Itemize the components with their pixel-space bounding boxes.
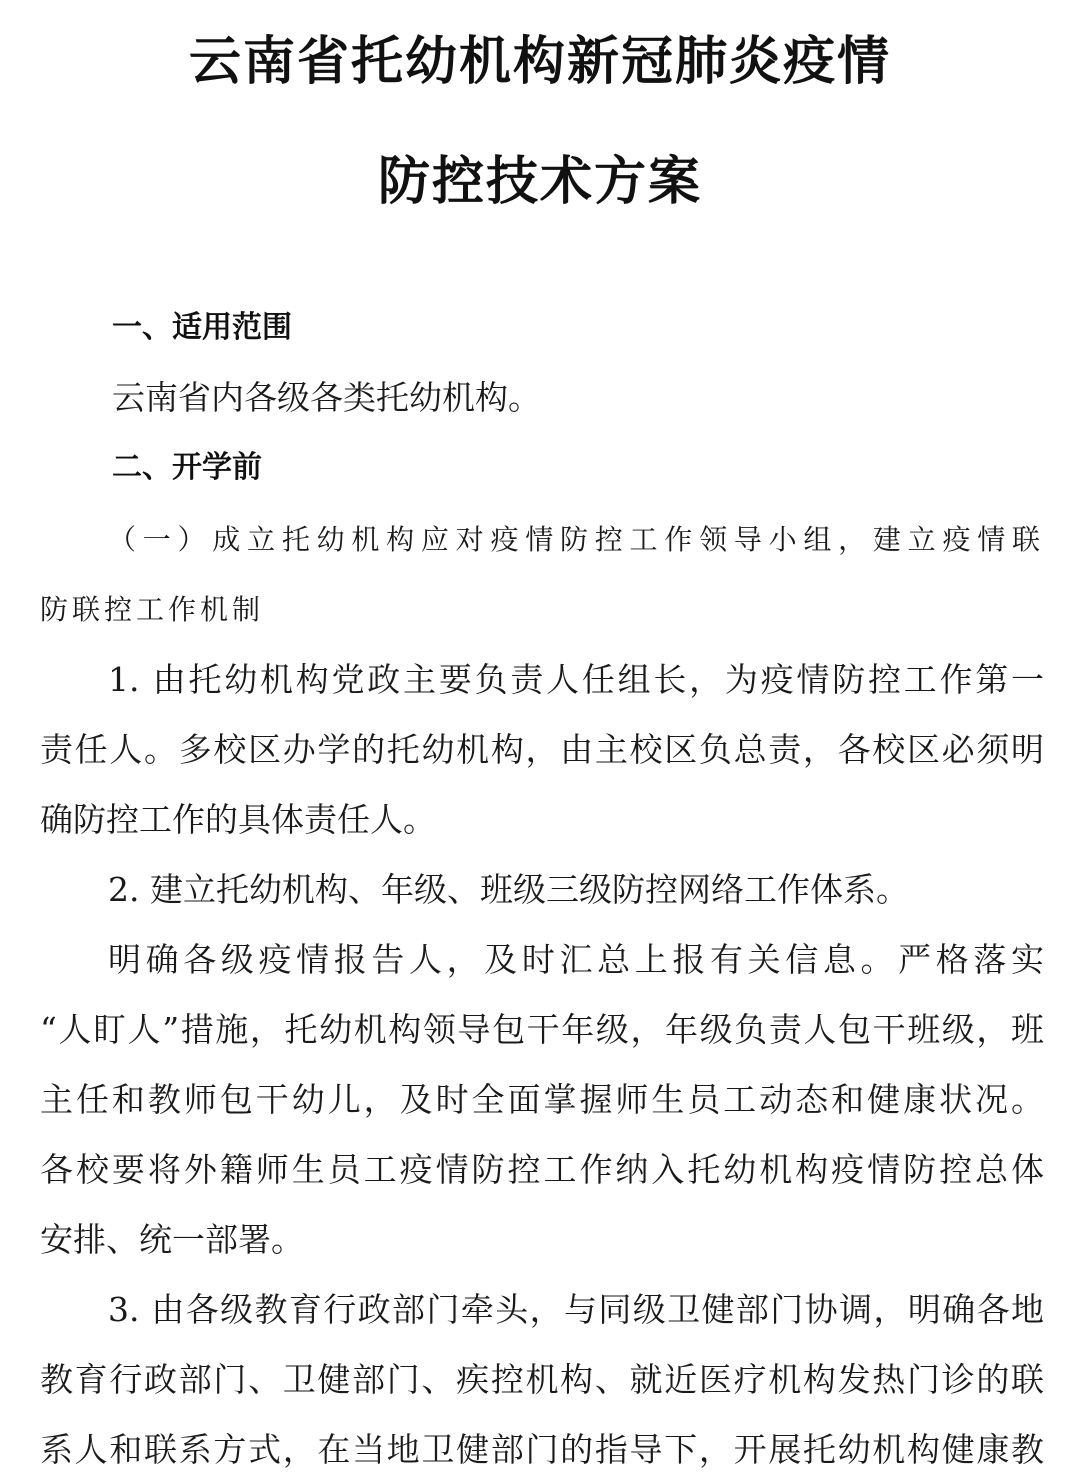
paragraph-4-line-2: 教育行政部门、卫健部门、疾控机构、就近医疗机构发热门诊的联: [40, 1360, 1044, 1399]
paragraph-3-line-5: 安排、统一部署。: [40, 1220, 304, 1259]
section-text-scope: 云南省内各级各类托幼机构。: [112, 378, 541, 417]
document-title-line-2: 防控技术方案: [377, 152, 702, 212]
section-heading-before-school: 二、开学前: [112, 450, 262, 485]
subsection-heading-line-2: 防联控工作机制: [40, 593, 265, 626]
paragraph-2-line-1: 2. 建立托幼机构、年级、班级三级防控网络工作体系。: [108, 870, 909, 909]
paragraph-1-line-2: 责任人。多校区办学的托幼机构，由主校区负总责，各校区必须明: [40, 730, 1044, 769]
paragraph-3-line-4: 各校要将外籍师生员工疫情防控工作纳入托幼机构疫情防控总体: [40, 1150, 1044, 1189]
paragraph-3-line-2: “人盯人”措施，托幼机构领导包干年级，年级负责人包干班级，班: [40, 1010, 1044, 1049]
paragraph-1-line-3: 确防控工作的具体责任人。: [40, 800, 436, 839]
paragraph-4-line-3: 系人和联系方式，在当地卫健部门的指导下，开展托幼机构健康教: [40, 1430, 1044, 1469]
paragraph-3-line-3: 主任和教师包干幼儿，及时全面掌握师生员工动态和健康状况。: [40, 1080, 1044, 1119]
subsection-heading-line-1: （一）成立托幼机构应对疫情防控工作领导小组，建立疫情联: [108, 523, 1044, 556]
paragraph-4-line-1: 3. 由各级教育行政部门牵头，与同级卫健部门协调，明确各地: [108, 1290, 1044, 1329]
paragraph-3-line-1: 明确各级疫情报告人，及时汇总上报有关信息。严格落实: [108, 940, 1044, 979]
paragraph-1-line-1: 1. 由托幼机构党政主要负责人任组长，为疫情防控工作第一: [108, 660, 1044, 699]
section-heading-scope: 一、适用范围: [112, 310, 292, 345]
document-title-line-1: 云南省托幼机构新冠肺炎疫情: [188, 32, 891, 92]
